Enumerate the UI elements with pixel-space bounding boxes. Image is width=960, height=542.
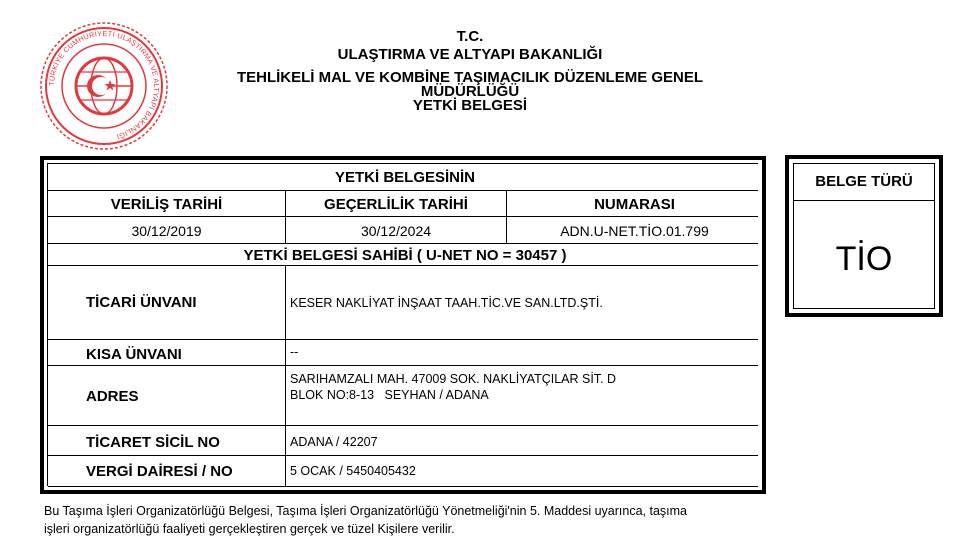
address-label: ADRES [86,388,139,405]
table-title: YETKİ BELGESİNİN [334,169,476,186]
trade-name-value: KESER NAKLİYAT İNŞAAT TAAH.TİC.VE SAN.LTD.ŞTİ. [290,296,603,310]
trade-registry-value: ADANA / 42207 [290,435,378,449]
short-name-value: -- [290,345,299,359]
header-directorate: TEHLİKELİ MAL VE KOMBİNE TAŞIMACILIK DÜZENLEME GENEL [236,69,704,86]
table-line [48,163,758,164]
table-line [48,243,758,244]
ministry-seal-logo [38,20,170,152]
address-value-line1: SARIHAMZALI MAH. 47009 SOK. NAKLİYATÇILAR SİT. D [290,372,617,386]
trade-name-label: TİCARİ ÜNVANI [86,294,197,311]
trade-registry-label: TİCARET SİCİL NO [86,434,220,451]
header-directorate-cont: MÜDÜRLÜĞÜ [420,83,520,100]
validity-date-value: 30/12/2024 [360,223,432,239]
validity-date-header: GEÇERLİLİK TARİHİ [324,196,468,213]
issue-date-value: 30/12/2019 [131,223,202,239]
address-value-line2: BLOK NO:8-13 SEYHAN / ADANA [290,388,489,402]
tax-office-label: VERGİ DAİRESİ / NO [86,463,233,480]
table-line [48,486,758,487]
header-tc: T.C. [456,28,484,45]
holder-title: YETKİ BELGESİ SAHİBİ ( U-NET NO = 30457 ) [243,247,567,264]
document-type-title: BELGE TÜRÜ [815,173,913,190]
footer-note [44,502,764,538]
table-line [48,339,758,340]
table-line [48,216,758,217]
table-line [48,455,758,456]
short-name-label: KISA ÜNVANI [86,346,182,363]
svg-text:TÜRKİYE CUMHURİYETİ ULAŞTIRMA: TÜRKİYE CUMHURİYETİ ULAŞTIRMA VE ALTYAPI BAKANLIĞI [46,28,162,142]
certificate-table [40,156,766,494]
issue-date-header: VERİLİŞ TARİHİ [110,196,223,213]
table-line [48,425,758,426]
certificate-number-value: ADN.U-NET.TİO.01.799 [560,223,709,239]
number-header: NUMARASI [594,196,675,213]
tax-office-value: 5 OCAK / 5450405432 [290,464,416,478]
footer-line-2: işleri organizatörlüğü faaliyeti gerçekleştiren gerçek ve tüzel Kişilere verilir. [44,522,455,536]
table-line [285,265,286,486]
table-line [762,163,763,486]
document-type-box [785,155,943,317]
footer-line-1: Bu Taşıma İşleri Organizatörlüğü Belgesi, Taşıma İşleri Organizatörlüğü Yönetmeliği'nin 5. Maddesi uyarınca, taşıma [44,504,687,518]
header-document-title: YETKİ BELGESİ [412,97,528,114]
table-line [48,265,758,266]
table-line [48,365,758,366]
header-ministry: ULAŞTIRMA VE ALTYAPI BAKANLIĞI [337,46,603,63]
document-type-value: TİO [835,240,893,278]
table-line [48,190,758,191]
document-type-divider [794,200,934,201]
